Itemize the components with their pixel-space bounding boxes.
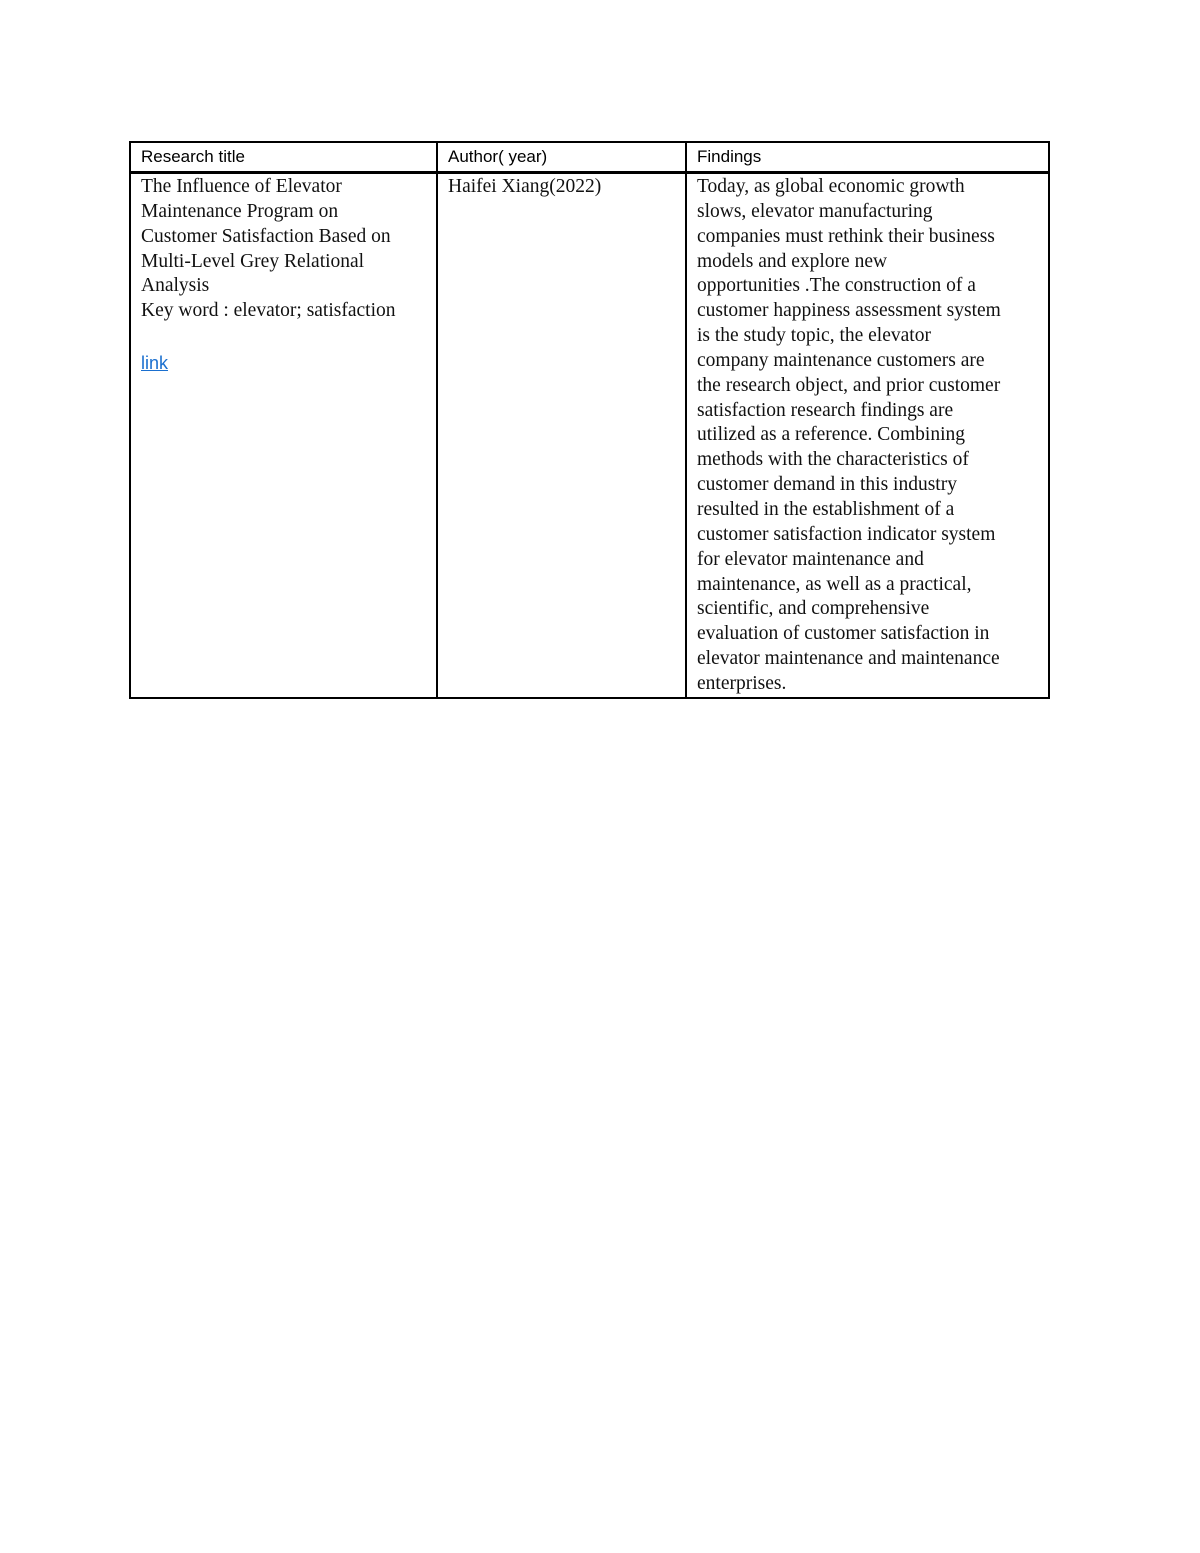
findings-line: companies must rethink their business	[697, 225, 995, 247]
findings-line: resulted in the establishment of a	[697, 498, 955, 520]
findings-line: slows, elevator manufacturing	[697, 200, 933, 222]
findings-line: customer happiness assessment system	[697, 300, 1001, 322]
title-line: The Influence of Elevator	[141, 176, 342, 197]
title-line: Analysis	[141, 275, 210, 297]
header-findings: Findings	[686, 142, 1049, 173]
author-cell	[437, 173, 686, 698]
findings-line: the research object, and prior customer	[697, 374, 1001, 396]
findings-cell	[686, 173, 1049, 698]
findings-line: models and explore new	[697, 250, 888, 272]
findings-line: is the study topic, the elevator	[697, 325, 931, 347]
findings-line: Today, as global economic growth	[697, 176, 965, 197]
title-line: Customer Satisfaction Based on	[141, 225, 391, 247]
findings-line: customer demand in this industry	[697, 474, 957, 496]
header-research-title: Research title	[130, 142, 437, 173]
title-line: Maintenance Program on	[141, 200, 339, 222]
findings-line: elevator maintenance and maintenance	[697, 648, 1000, 670]
findings-line: satisfaction research findings are	[697, 399, 954, 421]
table-row	[130, 173, 1049, 698]
research-title-cell	[130, 173, 437, 698]
findings-line: company maintenance customers are	[697, 349, 985, 371]
title-line: Multi-Level Grey Relational	[141, 250, 365, 272]
findings-line: for elevator maintenance and	[697, 548, 924, 570]
findings-line: evaluation of customer satisfaction in	[697, 623, 990, 645]
author-text: Haifei Xiang(2022)	[448, 176, 602, 197]
header-author-year: Author( year)	[437, 142, 686, 173]
findings-line: enterprises.	[697, 672, 787, 694]
keyword-text: Key word : elevator; satisfaction	[141, 300, 396, 322]
findings-line: methods with the characteristics of	[697, 449, 969, 471]
header-row	[130, 142, 1049, 173]
findings-line: scientific, and comprehensive	[697, 598, 930, 620]
findings-line: utilized as a reference. Combining	[697, 424, 966, 446]
findings-line: opportunities .The construction of a	[697, 275, 976, 297]
paper-link[interactable]: link	[141, 353, 169, 374]
findings-line: customer satisfaction indicator system	[697, 523, 996, 545]
literature-table	[129, 141, 1050, 699]
findings-line: maintenance, as well as a practical,	[697, 573, 972, 595]
